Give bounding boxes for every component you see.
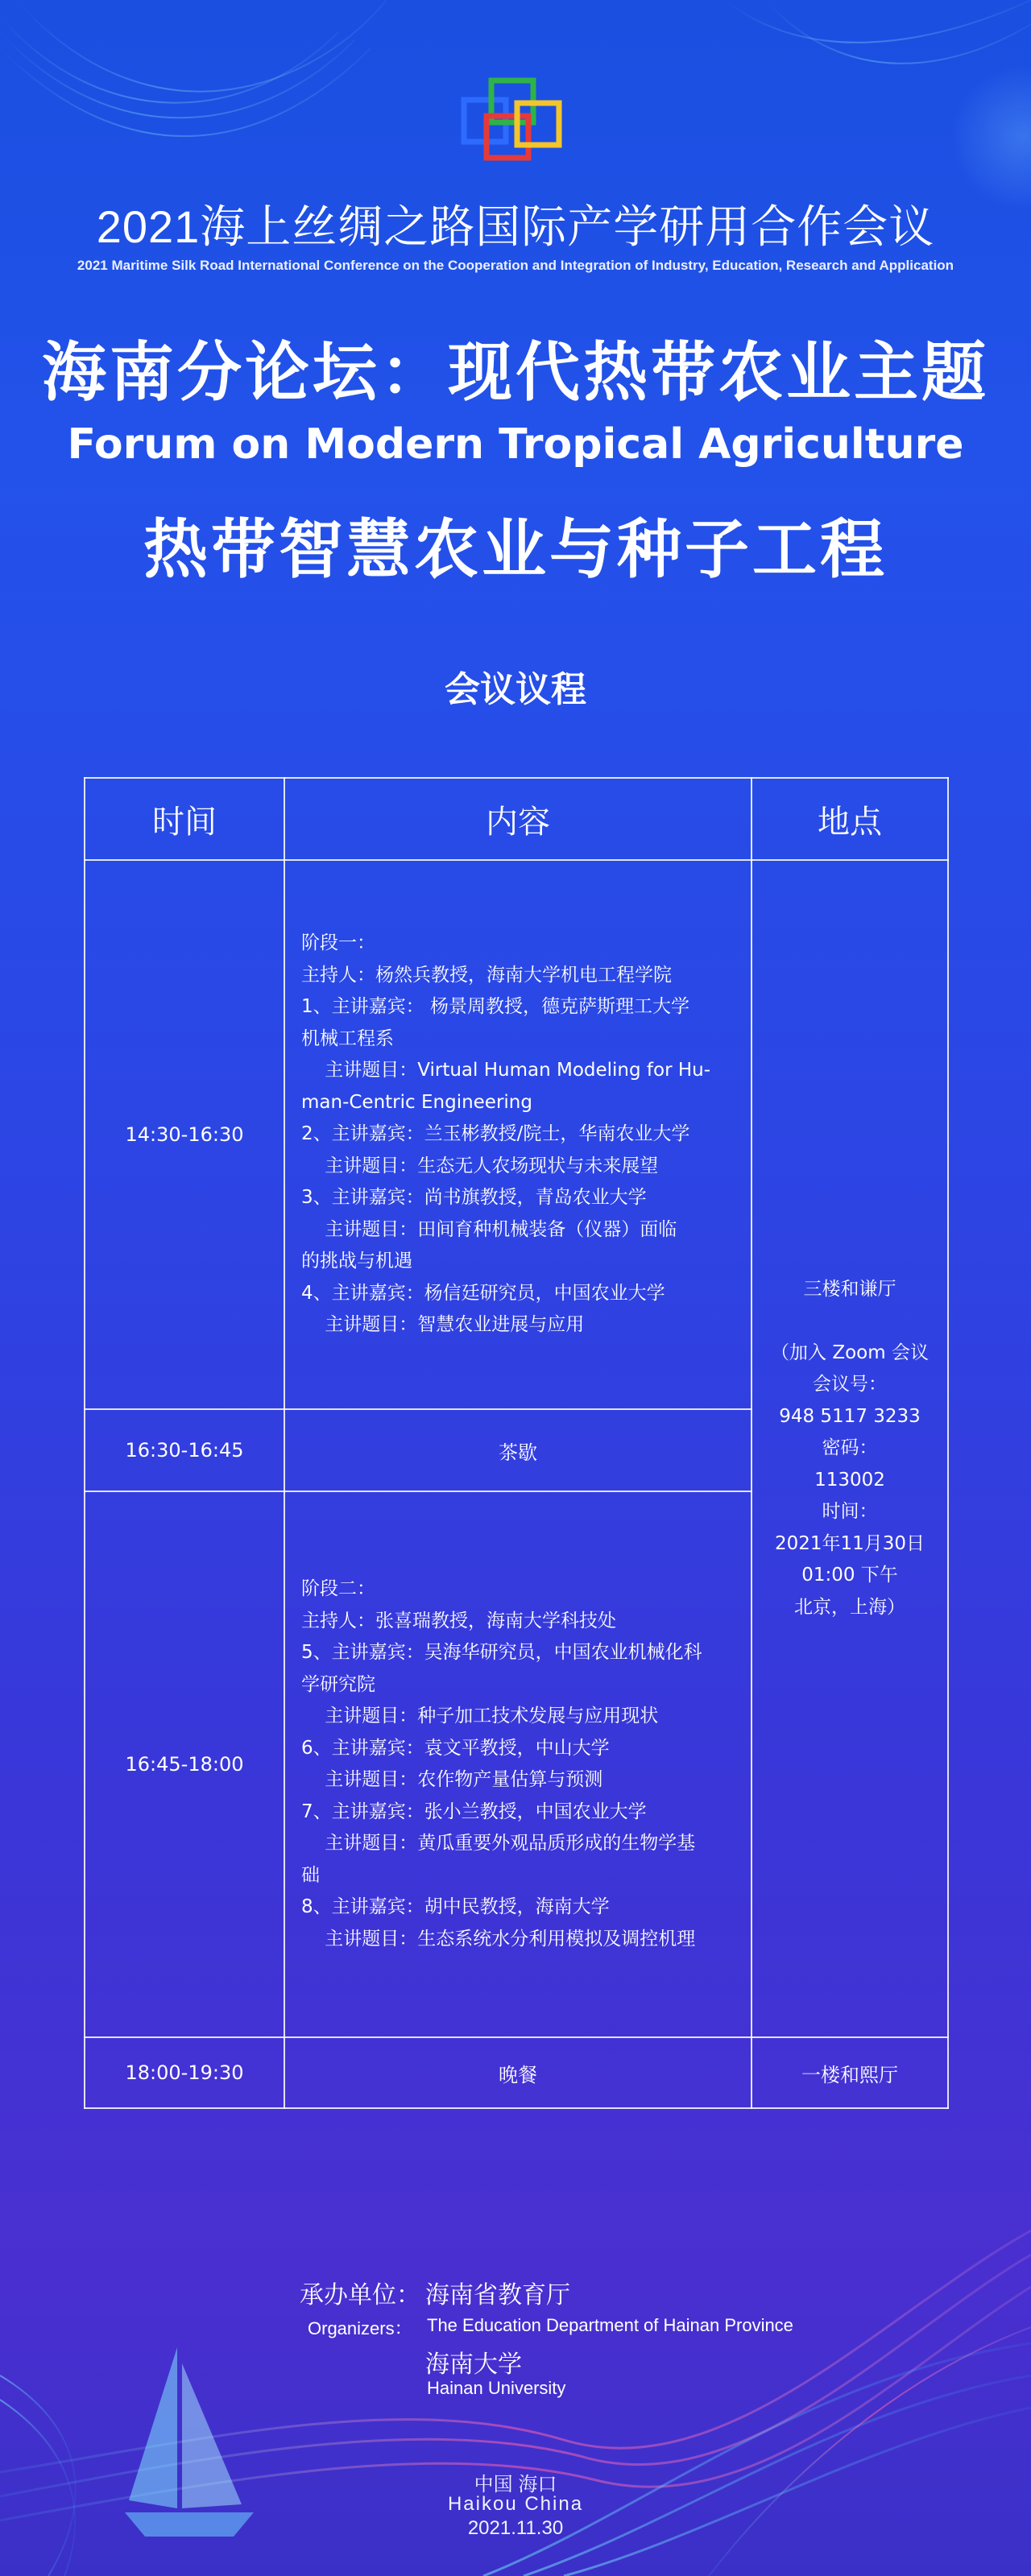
agenda-table [84,777,949,2109]
conference-title: 2021海上丝绸之路国际产学研用合作会议 [96,201,935,252]
session-line: 主讲题目：种子加工技术发展与应用现状 [301,1706,659,1726]
table-row [85,860,948,1409]
location-line: 密码： [822,1437,878,1459]
session-line: 主讲题目：黄瓜重要外观品质形成的生物学基 [301,1833,696,1854]
organizer-1-cn: 海南省教育厅 [425,2281,570,2309]
session-line: man-Centric Engineering [301,1091,532,1113]
session-content [284,1491,752,2037]
location-line [752,1305,947,1338]
session-time: 16:45-18:00 [85,1491,284,2037]
table-row [85,2037,948,2108]
location-line: 北京，上海） [794,1596,905,1618]
location-line: 01:00 下午 [801,1565,898,1586]
location-line: 会议号： [813,1374,887,1396]
session-line: 机械工程系 [301,1028,394,1049]
session-line: 7、主讲嘉宾：张小兰教授，中国农业大学 [301,1801,647,1822]
location-line: 113002 [814,1469,885,1491]
conference-subtitle: 2021 Maritime Silk Road International Conference on the Cooperation and Integration of Industry, Education, Research and Application [77,258,954,273]
session-time: 16:30-16:45 [85,1409,284,1491]
session-content [284,860,752,1409]
location-cn: 中国 海口 [474,2474,557,2495]
session-line: 主持人：张喜瑞教授，海南大学科技处 [301,1610,616,1631]
location-line: 948 5117 3233 [779,1405,921,1427]
session-content: 晚餐 [284,2037,752,2108]
session-line: 主讲题目：田间育种机械装备（仪器）面临 [301,1218,677,1240]
session-line: 8、主讲嘉宾：胡中民教授，海南大学 [301,1896,610,1917]
forum-topic: 热带智慧农业与种子工程 [143,512,888,587]
column-header-location: 地点 [752,778,948,860]
session-line: 主讲题目：农作物产量估算与预测 [301,1769,603,1790]
session-line: 的挑战与机遇 [301,1251,412,1272]
column-header-time: 时间 [85,778,284,860]
session-time: 14:30-16:30 [85,860,284,1409]
session-location-main [752,860,948,2037]
session-time: 18:00-19:30 [85,2037,284,2108]
location-line: 2021年11月30日 [774,1532,925,1554]
agenda-heading: 会议议程 [445,669,586,710]
session-content-lines [301,928,739,1342]
forum-title-en: Forum on Modern Tropical Agriculture [67,420,964,469]
session-line: 2、主讲嘉宾：兰玉彬教授/院士，华南农业大学 [301,1123,690,1145]
session-line: 3、主讲嘉宾：尚书旗教授，青岛农业大学 [301,1187,647,1209]
session-line: 阶段二： [301,1578,375,1599]
organizers-label-cn: 承办单位： [300,2281,420,2309]
event-date: 2021.11.30 [467,2517,564,2539]
session-line: 主持人：杨然兵教授，海南大学机电工程学院 [301,964,672,986]
organizers-label-en: Organizers： [308,2318,412,2338]
session-line: 6、主讲嘉宾：袁文平教授，中山大学 [301,1737,610,1759]
location-line: 时间： [822,1501,878,1523]
conference-logo-icon [459,77,572,166]
organizer-2-en: Hainan University [427,2378,566,2398]
location-line: 三楼和谦厅 [803,1278,896,1300]
organizer-1-en: The Education Department of Hainan Province [427,2315,793,2335]
session-line: 主讲题目：Virtual Human Modeling for Hu- [301,1060,711,1081]
location-line: （加入 Zoom 会议 [771,1342,929,1363]
location-lines [752,1274,947,1624]
forum-title-cn: 海南分论坛：现代热带农业主题 [42,335,989,410]
session-line: 5、主讲嘉宾：吴海华研究员，中国农业机械化科 [301,1642,702,1663]
session-line: 主讲题目：智慧农业进展与应用 [301,1314,585,1336]
organizer-2-cn: 海南大学 [425,2351,522,2379]
location-en: Haikou China [447,2493,584,2515]
session-content: 茶歇 [284,1409,752,1491]
session-content-lines [301,1573,739,1955]
session-line: 主讲题目：生态系统水分利用模拟及调控机理 [301,1928,696,1950]
session-line: 础 [301,1864,320,1886]
session-line: 1、主讲嘉宾： 杨景周教授，德克萨斯理工大学 [301,996,689,1018]
session-location: 一楼和熙厅 [752,2037,948,2108]
agenda-header-row [85,778,948,860]
column-header-content: 内容 [284,778,752,860]
session-line: 阶段一： [301,932,375,954]
session-line: 主讲题目：生态无人农场现状与未来展望 [301,1155,659,1176]
session-line: 学研究院 [301,1673,375,1695]
session-line: 4、主讲嘉宾：杨信廷研究员，中国农业大学 [301,1282,665,1304]
